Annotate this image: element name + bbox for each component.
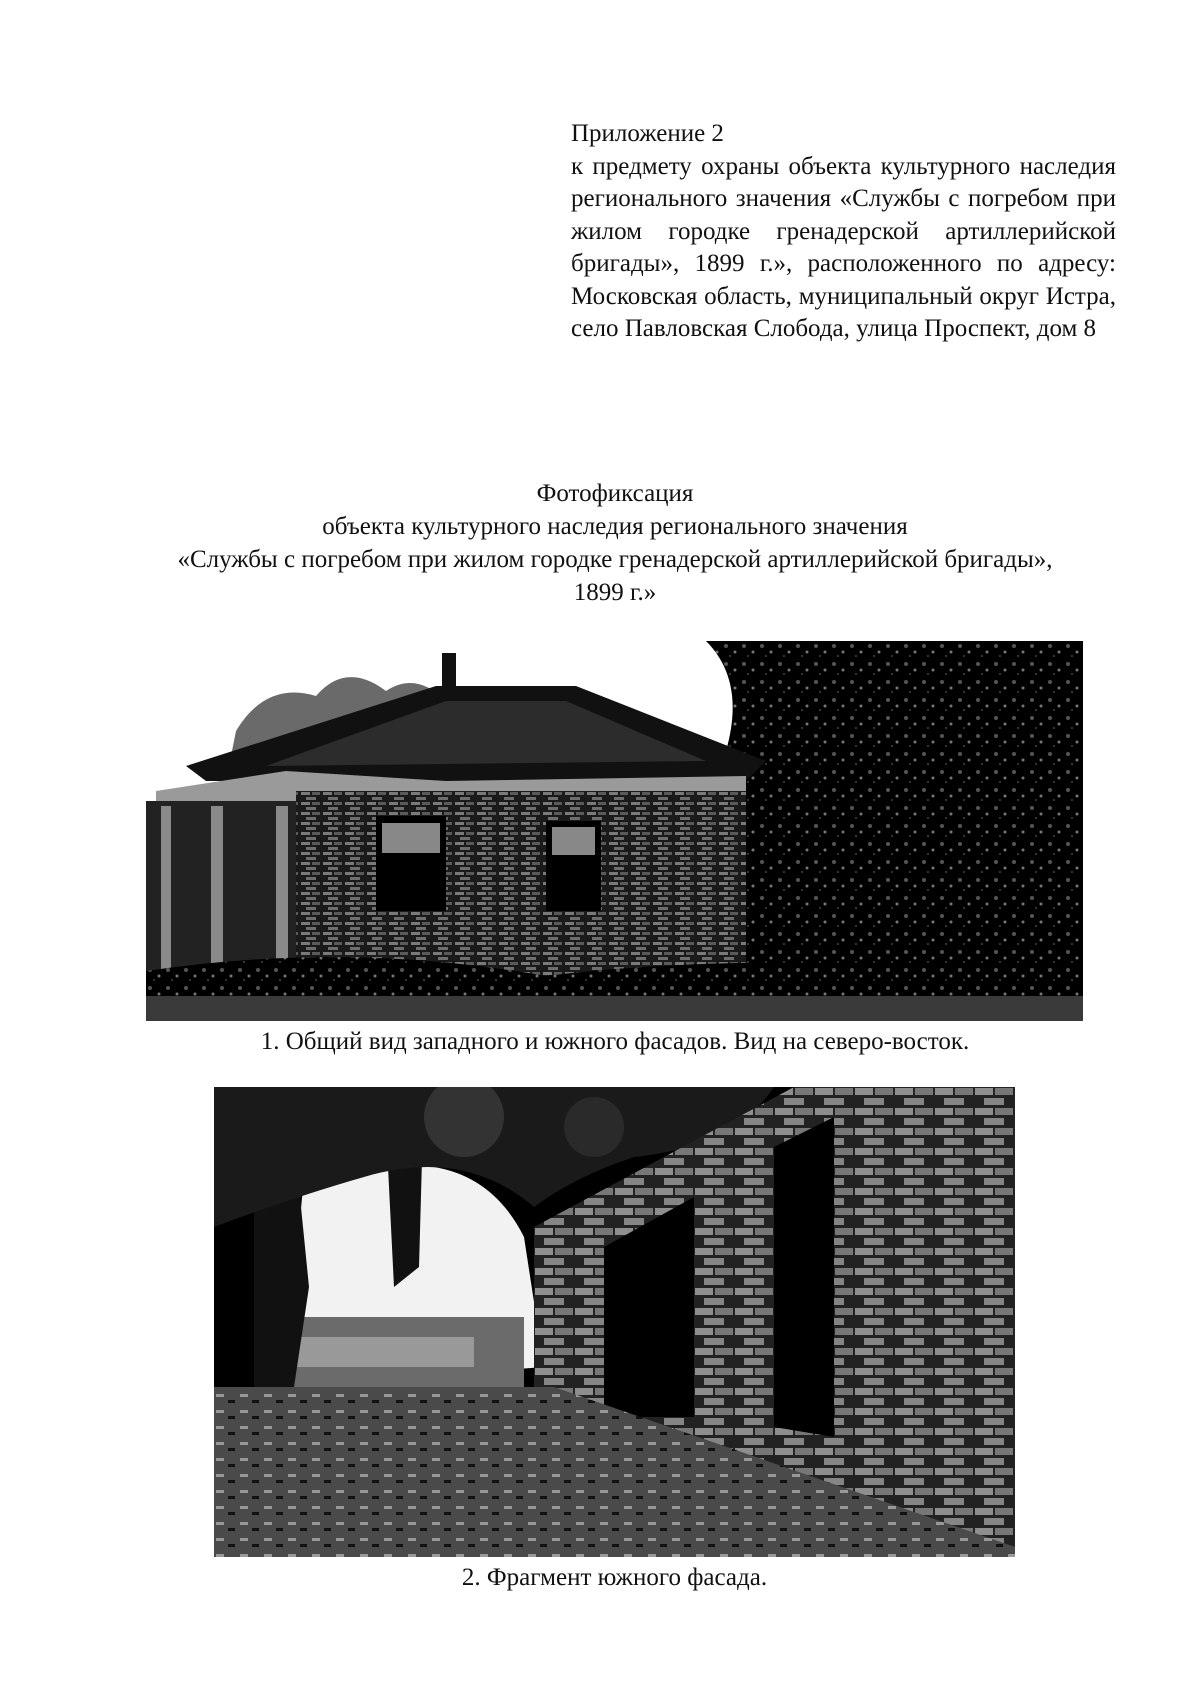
appendix-block xyxy=(571,118,1116,346)
photo-building-west-south-facades xyxy=(146,641,1083,1021)
photo-1-caption: 1. Общий вид западного и южного фасадов. Вид на северо-восток. xyxy=(260,1028,970,1055)
document-title-line-1: Фотофиксация xyxy=(536,480,694,507)
photo-2-image xyxy=(214,1087,1015,1557)
photo-2-caption: 2. Фрагмент южного фасада. xyxy=(461,1564,768,1591)
document-title-line-4: 1899 г.» xyxy=(573,579,657,606)
document-title-line-3: «Службы с погребом при жилом городке гренадерской артиллерийской бригады», xyxy=(177,546,1053,573)
photo-south-facade-fragment xyxy=(214,1087,1015,1557)
appendix-title: Приложение 2 xyxy=(571,120,724,147)
document-title xyxy=(60,477,1170,609)
appendix-text: к предмету охраны объекта культурного наследия регионального значения «Службы с погребом при жилом городке гренадерской артиллерийской бригады», 1899 г.», расположенного по адресу: Московская область, муниципальный округ Истра, село Павловская Слобода, улица Проспект, дом 8 xyxy=(571,152,1116,342)
photo-1-image xyxy=(146,641,1083,1021)
document-title-line-2: объекта культурного наследия регионального значения xyxy=(322,513,908,540)
